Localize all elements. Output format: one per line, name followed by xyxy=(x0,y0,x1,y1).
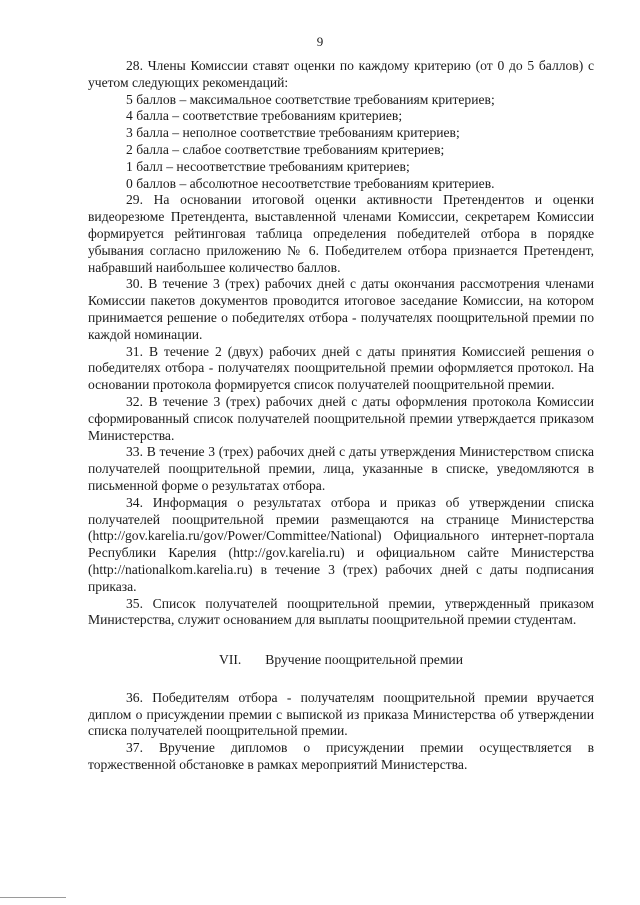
paragraph-34: 34. Информация о результатах отбора и приказ об утверждении списка получателей поощрительной премии размещаются на странице Министерства (http://gov.karelia.ru/gov/Power/Committee/National) Официального интернет-портала Республики Карелия (http://gov.karelia.ru) и официальном сайте Министерства (http://nationalkom.karelia.ru) в течение 3 (трех) рабочих дней с даты подписания приказа. xyxy=(88,494,594,594)
document-body xyxy=(88,58,594,774)
page-number: 9 xyxy=(316,34,324,49)
paragraph-32: 32. В течение 3 (трех) рабочих дней с даты оформления протокола Комиссии сформированный список получателей поощрительной премии утверждается приказом Министерства. xyxy=(88,393,594,443)
paragraph-28: 28. Члены Комиссии ставят оценки по каждому критерию (от 0 до 5 баллов) с учетом следующих рекомендаций: xyxy=(88,58,594,90)
paragraph-35: 35. Список получателей поощрительной премии, утвержденный приказом Министерства, служит основанием для выплаты поощрительной премии студентам. xyxy=(88,595,594,628)
paragraph-36: 36. Победителям отбора - получателям поощрительной премии вручается диплом о присуждении премии с выпиской из приказа Министерства об утверждении списка получателей поощрительной премии. xyxy=(88,689,594,739)
paragraph-31: 31. В течение 2 (двух) рабочих дней с даты принятия Комиссией решения о победителях отбора - получателях поощрительной премии оформляется протокол. На основании протокола формируется список получателей поощрительной премии. xyxy=(88,343,594,393)
footer-divider xyxy=(0,897,66,898)
criteria-score-1: 1 балл – несоответствие требованиям критериев; xyxy=(126,158,410,174)
criteria-score-4: 4 балла – соответствие требованиям критериев; xyxy=(126,108,403,124)
criteria-score-5: 5 баллов – максимальное соответствие требованиям критериев; xyxy=(126,91,495,107)
criteria-score-2: 2 балла – слабое соответствие требованиям критериев; xyxy=(126,141,445,157)
section-heading xyxy=(88,652,594,669)
section-number: VII. xyxy=(219,652,242,668)
paragraph-30: 30. В течение 3 (трех) рабочих дней с даты окончания рассмотрения членами Комиссии пакетов документов проводится итоговое заседание Комиссии, на котором принимается решение о победителях отбора - получателях поощрительной премии по каждой номинации. xyxy=(88,276,594,342)
criteria-score-0: 0 баллов – абсолютное несоответствие требованиям критериев. xyxy=(126,175,495,191)
criteria-score-3: 3 балла – неполное соответствие требованиям критериев; xyxy=(126,125,460,141)
paragraph-29: 29. На основании итоговой оценки активности Претендентов и оценки видеорезюме Претендента, выставленной членами Комиссии, секретарем Комиссии формируется рейтинговая таблица определения победителей отбора в порядке убывания согласно приложению № 6. Победителем отбора признается Претендент, набравший наибольшее количество баллов. xyxy=(88,192,594,275)
paragraph-37: 37. Вручение дипломов о присуждении премии осуществляется в торжественной обстановке в рамках мероприятий Министерства. xyxy=(88,740,594,773)
section-title: Вручение поощрительной премии xyxy=(265,652,463,668)
paragraph-33: 33. В течение 3 (трех) рабочих дней с даты утверждения Министерством списка получателей поощрительной премии, лица, указанные в списке, уведомляются в письменной форме о результатах отбора. xyxy=(88,444,594,493)
